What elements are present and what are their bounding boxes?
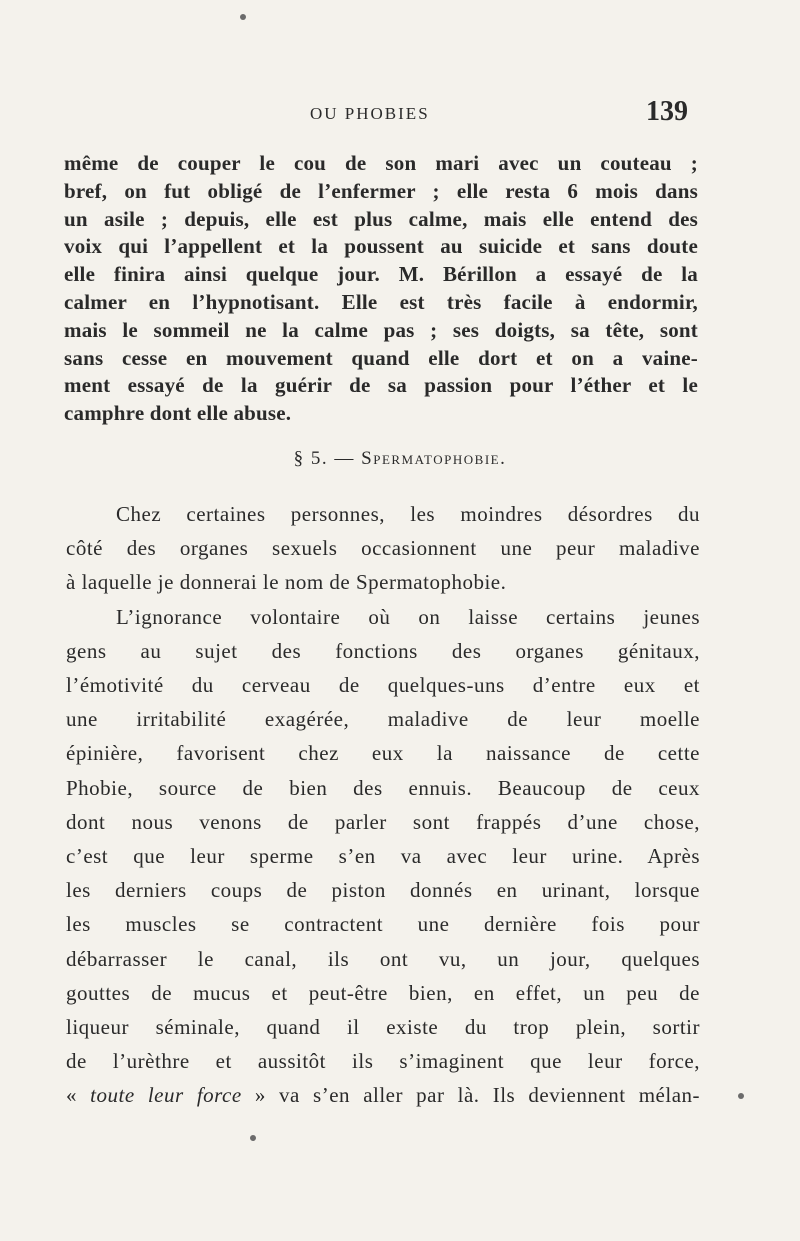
text-line: côté des organes sexuels occasionnent une peur maladive (66, 536, 700, 561)
text-line: l’émotivité du cerveau de quelques-uns d’entre eux et (66, 673, 700, 698)
text-line: débarrasser le canal, ils ont vu, un jour, quelques (66, 946, 700, 971)
text-line: gouttes de mucus et peut-être bien, en effet, un peu de (66, 980, 700, 1005)
text-line: les muscles se contractent une dernière fois pour (66, 912, 700, 937)
text-line: ment essayé de la guérir de sa passion pour l’éther et le (64, 373, 698, 398)
section-heading (0, 448, 800, 470)
text-line: même de couper le cou de son mari avec un couteau ; (64, 151, 698, 175)
text-line (66, 1078, 700, 1112)
quote-close: » (254, 1083, 266, 1108)
running-title: OU PHOBIES (310, 104, 430, 123)
text-line: c’est que leur sperme s’en va avec leur urine. Après (66, 844, 700, 869)
text-line: les derniers coups de piston donnés en urinant, lorsque (66, 878, 700, 903)
text-line: à laquelle je donnerai le nom de Spermatophobie. (66, 570, 507, 595)
paragraph-2 (66, 497, 700, 1113)
text-line: elle finira ainsi quelque jour. M. Bérillon a essayé de la (64, 262, 698, 287)
text-line: un asile ; depuis, elle est plus calme, mais elle entend des (64, 206, 698, 231)
ink-spot (250, 1135, 256, 1141)
text-line: calmer en l’hypnotisant. Elle est très facile à endormir, (64, 289, 698, 314)
text-line: sans cesse en mouvement quand elle dort et on a vaine- (64, 345, 698, 370)
text-line: épinière, favorisent chez eux la naissance de cette (66, 741, 700, 766)
quote-open: « (66, 1083, 77, 1108)
text-line: voix qui l’appellent et la poussent au suicide et sans doute (64, 234, 698, 259)
text-line: une irritabilité exagérée, maladive de leur moelle (66, 707, 700, 732)
page-number: 139 (646, 96, 688, 127)
text-line: mais le sommeil ne la calme pas ; ses doigts, sa tête, sont (64, 317, 698, 342)
text-line: liqueur séminale, quand il existe du trop plein, sortir (66, 1015, 700, 1040)
text-line: gens au sujet des fonctions des organes génitaux, (66, 638, 700, 663)
ink-spot (738, 1093, 744, 1099)
ink-spot (240, 14, 246, 20)
text-line: Phobie, source de bien des ennuis. Beaucoup de ceux (66, 775, 700, 800)
line-rest: va s’en aller par là. Ils deviennent mélan- (279, 1083, 701, 1108)
text-line: bref, on fut obligé de l’enfermer ; elle resta 6 mois dans (64, 178, 698, 203)
text-line: de l’urèthre et aussitôt ils s’imaginent que leur force, (66, 1049, 700, 1074)
text-line: Chez certaines personnes, les moindres désordres du (116, 502, 700, 526)
paragraph-1 (64, 150, 698, 428)
section-title: Spermatophobie. (361, 448, 507, 469)
italic-phrase: toute leur force (90, 1083, 242, 1108)
text-line: dont nous venons de parler sont frappés d’une chose, (66, 809, 700, 834)
text-line: camphre dont elle abuse. (64, 401, 292, 426)
section-number: § 5. — (293, 448, 355, 469)
text-line: L’ignorance volontaire où on laisse certains jeunes (116, 604, 700, 629)
